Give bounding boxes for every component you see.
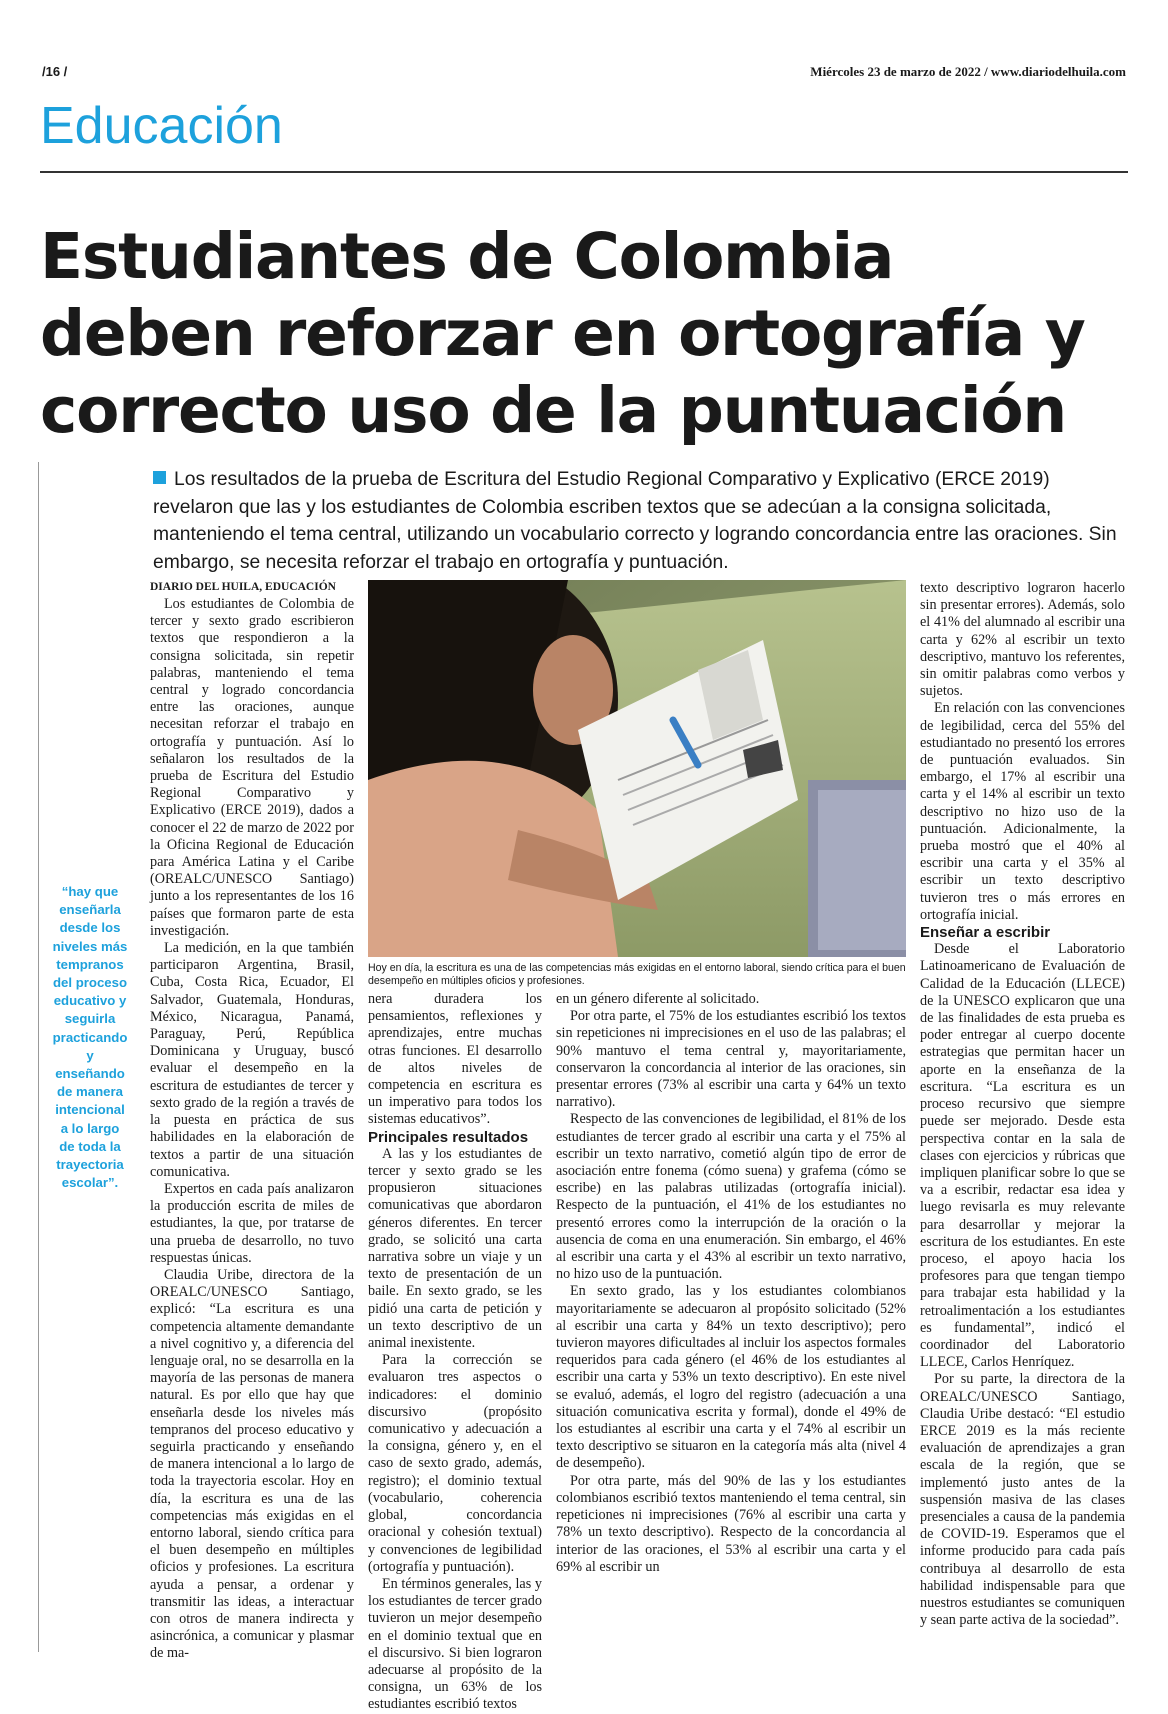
paragraph: Claudia Uribe, directora de la OREALC/UNESCO Santiago, explicó: “La escritura es una competencia altamente demandante a nivel cognitivo y, a diferencia del lenguaje oral, no se desarrolla en la mayoría de las personas de manera natural. Es por ello que hay que enseñarla desde los niveles más tempranos del proceso educativo y seguirla practicando y enseñando de manera intencional a lo largo de toda la trayectoria escolar. Hoy en día, la escritura es una de las competencias más exigidas en el entorno laboral, siendo crítica para el buen desempeño en múltiples oficios y profesiones. La escritura ayuda a pensar, a ordenar y transmitir las ideas, a interactuar con otros de manera indirecta y asincrónica, a comunicar y plasmar de ma-: [150, 1266, 354, 1662]
paragraph: Los estudiantes de Colombia de tercer y sexto grado escribieron textos que respondieron a la consigna solicitada, sin repetir palabras, manteniendo el tema central y logrado concordancia entre las oraciones, aunque necesitan reforzar el trabajo en ortografía y puntuación. Así lo señalaron los resultados de la prueba de Escritura del Estudio Regional Comparativo y Explicativo (ERCE 2019), dados a conocer el 22 de marzo de 2022 por la Oficina Regional de Educación para América Latina y el Caribe (OREALC/UNESCO Santiago) junto a los representantes de los 16 países que formaron parte de esta investigación.: [150, 596, 354, 939]
paragraph: Respecto de las convenciones de legibilidad, el 81% de los estudiantes de tercer grado al escribir una carta y el 75% al escribir un texto narrativo, cometió algún tipo de error de asociación entre fonema (cómo suena) y grafema (cómo se escribe) en las palabras utilizadas (ortografía inicial). Respecto de la puntuación, el 41% de los estudiantes no presentó errores como la interrupción de la oración o la ausencia de coma en una enumeración. Sin embargo, el 46% al escribir una carta y el 43% al escribir un texto narrativo, no hizo uso de la puntuación.: [556, 1111, 906, 1283]
date-and-site: Miércoles 23 de marzo de 2022 / www.diariodelhuila.com: [810, 64, 1126, 79]
lead-square-icon: [153, 471, 166, 484]
paragraph: en un género diferente al solicitado.: [556, 991, 760, 1007]
paragraph: Expertos en cada país analizaron la producción escrita de miles de estudiantes, la que, por tratarse de una prueba de desarrollo, no tuvo respuestas únicas.: [150, 1180, 354, 1266]
article-photo: [368, 580, 906, 957]
pull-quote: “hay que enseñarla desde los niveles más tempranos del proceso educativo y seguirla practicando y enseñando de manera intencional a lo largo de toda la trayectoria escolar”.: [52, 884, 128, 1191]
column-1: [150, 580, 354, 1663]
page-number: /16 /: [42, 64, 68, 79]
lead-text: Los resultados de la prueba de Escritura del Estudio Regional Comparativo y Explicativo (ERCE 2019) revelaron que las y los estudiantes de Colombia escriben textos que se adecúan a la consigna solicitada, manteniendo el tema central, utilizando un vocabulario correcto y logrando concordancia entre las oraciones. Sin embargo, se necesita reforzar el trabajo en ortografía y puntuación.: [153, 469, 1117, 573]
paragraph: Para la corrección se evaluaron tres aspectos o indicadores: el dominio discursivo (propósito comunicativo y adecuación a la consigna, género y, en el caso de sexto grado, además, registro); el dominio textual (vocabulario, coherencia global, concordancia oracional y cohesión textual) y convenciones de legibilidad (ortografía y puntuación).: [368, 1352, 542, 1575]
paragraph: La medición, en la que también participaron Argentina, Brasil, Cuba, Costa Rica, Ecuador, El Salvador, Guatemala, Honduras, México, Nicaragua, Panamá, Paraguay, Perú, República Dominicana y Uruguay, buscó evaluar el desempeño en la escritura de estudiantes de tercer y sexto grado de la región a través de la puesta en práctica de sus habilidades en la elaboración de textos a partir de una situación comunicativa.: [150, 940, 354, 1180]
paragraph: Por otra parte, más del 90% de las y los estudiantes colombianos escribió textos manteniendo el tema central, sin repeticiones ni imprecisiones (76% al escribir una carta y 78% un texto descriptivo). Respecto de la concordancia al interior de las oraciones, el 53% al escribir una carta y el 69% al escribir un: [556, 1472, 906, 1575]
paragraph: En relación con las convenciones de legibilidad, cerca del 55% del estudiantado no presentó los errores de puntuación evaluados. Sin embargo, el 17% al escribir una carta y el 14% al escribir un texto descriptivo no hizo uso de la puntuación. Adicionalmente, la prueba mostró que el 40% al escribir una carta y el 35% al escribir un texto descriptivo tuvieron tres o más errores en ortografía inicial.: [920, 700, 1125, 923]
subhead-principales-resultados: Principales resultados: [368, 1128, 529, 1146]
photo-caption: Hoy en día, la escritura es una de las competencias más exigidas en el entorno laboral, siendo crítica para el buen desempeño en múltiples oficios y profesiones.: [368, 962, 906, 987]
header-rule: [40, 171, 1128, 173]
column-3: [556, 991, 906, 1576]
paragraph: Por su parte, la directora de la OREALC/UNESCO Santiago, Claudia Uribe destacó: “El estudio ERCE 2019 es la más reciente evaluación de aprendizajes a gran escala de la región, que se implementó justo antes de la suspensión masiva de las clases presenciales a causa de la pandemia de COVID-19. Esperamos que el informe producido para cada país contribuya al desarrollo de esta habilidad indispensable para que nuestros estudiantes se comuniquen y sean parte activa de la sociedad”.: [920, 1371, 1125, 1629]
section-title: Educación: [40, 97, 283, 155]
paragraph: A las y los estudiantes de tercer y sexto grado se les propusieron situaciones comunicativas que abordaron géneros diferentes. En tercer grado, se solicitó una carta narrativa sobre un viaje y un texto de presentación de un baile. En sexto grado, se les pidió una carta de petición y un texto descriptivo de un animal inexistente.: [368, 1145, 542, 1352]
lead-paragraph: [153, 466, 1128, 576]
column-4: [920, 580, 1125, 1629]
column-2: [368, 991, 542, 1714]
subhead-ensenar-a-escribir: Enseñar a escribir: [920, 924, 1051, 942]
paragraph: En términos generales, las y los estudiantes de tercer grado tuvieron un mejor desempeño en el dominio textual que en el discursivo. Si bien lograron adecuarse al propósito de la consigna, un 63% de los estudiantes escribió textos: [368, 1575, 542, 1713]
paragraph: Desde el Laboratorio Latinoamericano de Evaluación de Calidad de la Educación (LLECE) de la UNESCO explicaron que una de las finalidades de esta prueba es poder entregar al cuerpo docente estrategias que permitan hacer un aporte en la enseñanza de la escritura. “La escritura es un proceso recursivo que siempre puede ser mejorado. Desde esta perspectiva contar en la sala de clases con ejercicios y rúbricas que impliquen planificar sobre lo que se va a escribir, redactar esa idea y luego revisarla es muy relevante para desarrollar y mejorar la escritura de los estudiantes. En este proceso, el apoyo hacia los profesores para que tengan tiempo para trabajar esta habilidad y la retroalimentación a los estudiantes es fundamental”, indicó el coordinador del Laboratorio LLECE, Carlos Henríquez.: [920, 941, 1125, 1371]
paragraph: En sexto grado, las y los estudiantes colombianos mayoritariamente se adecuaron al propósito solicitado (52% al escribir una carta y 84% un texto descriptivo); pero tuvieron mayores dificultades al incluir los aspectos formales requeridos para cada género (el 46% de los estudiantes al escribir una carta y 53% un texto descriptivo). En este nivel se evaluó, además, el logro del registro (adecuación a una situación comunicativa escrita y formal), donde el 49% de los estudiantes al escribir una carta y el 74% al escribir un texto descriptivo se situaron en la categoría más alta (nivel 4 de desempeño).: [556, 1283, 906, 1472]
photo-illustration: [368, 580, 906, 957]
headline: Estudiantes de Colombia deben reforzar en ortografía y correcto uso de la puntuación: [40, 220, 1085, 447]
paragraph: texto descriptivo lograron hacerlo sin presentar errores). Además, solo el 41% del alumnado al escribir una carta y 62% al escribir un texto descriptivo, mantuvo los referentes, sin omitir palabras como verbos y sujetos.: [920, 580, 1125, 700]
left-divider: [38, 462, 39, 1652]
paragraph: Por otra parte, el 75% de los estudiantes escribió los textos sin repeticiones ni imprecisiones en el uso de las palabras; el 90% mantuvo el tema central y, mayoritariamente, conservaron la concordancia al interior de las oraciones, sin presentar errores (73% al escribir una carta y 64% un texto narrativo).: [556, 1008, 906, 1111]
paragraph: nera duradera los pensamientos, reflexiones y aprendizajes, entre muchas otras funciones. El desarrollo de altos niveles de competencia en escritura es un imperativo para todos los sistemas educativos”.: [368, 991, 542, 1128]
byline: DIARIO DEL HUILA, EDUCACIÓN: [150, 581, 336, 593]
